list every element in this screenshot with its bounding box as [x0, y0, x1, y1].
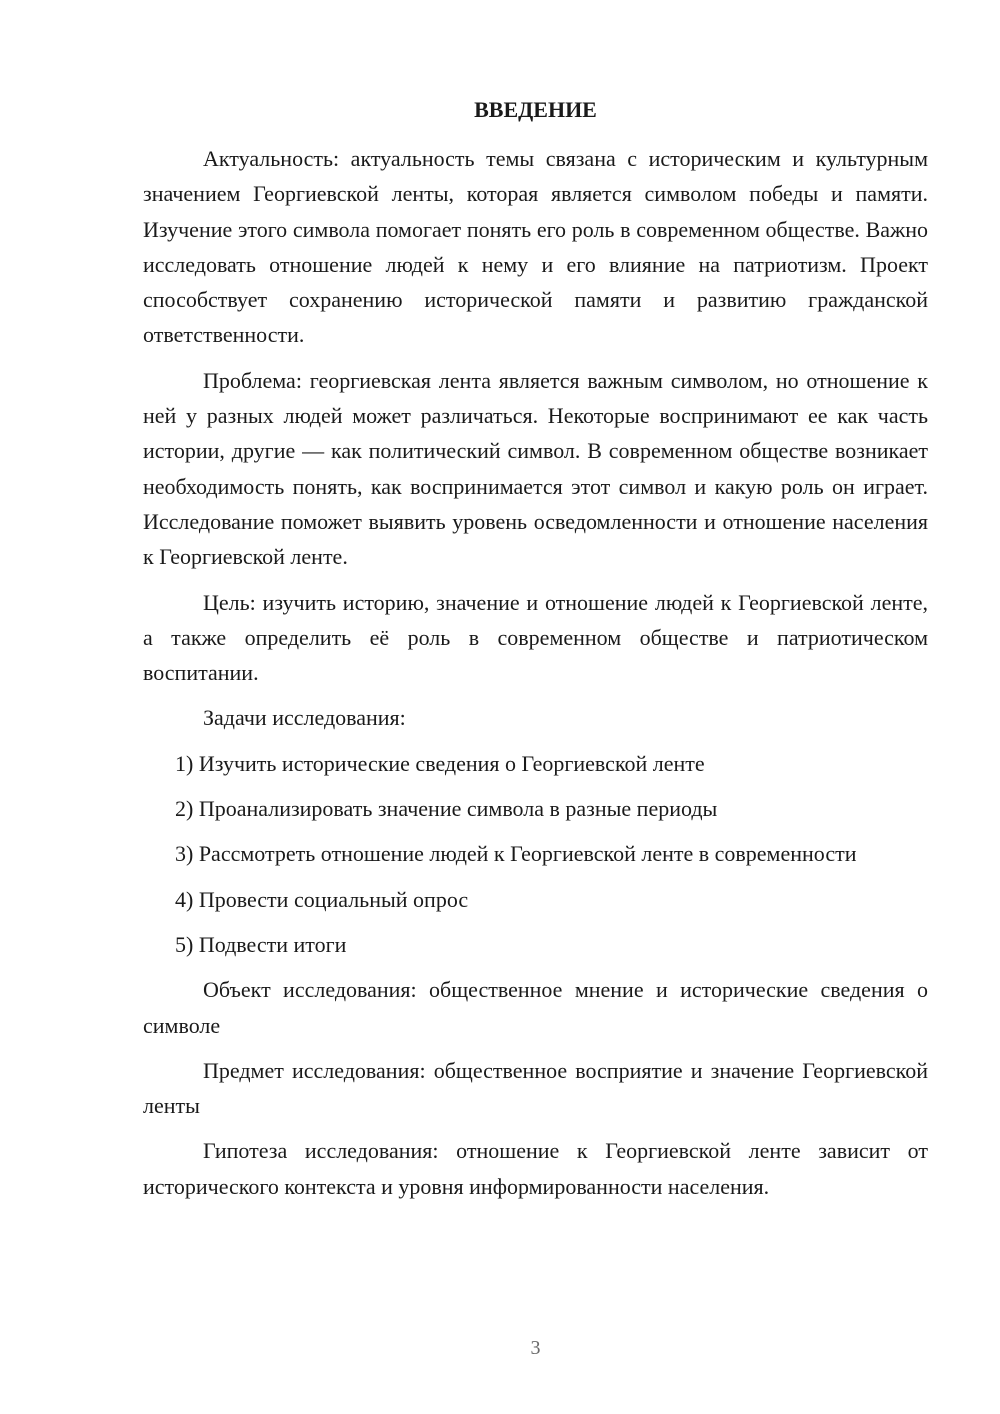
task-item: 3) Рассмотреть отношение людей к Георгиевской ленте в современности	[175, 841, 857, 867]
goal-paragraph: Цель: изучить историю, значение и отношение людей к Георгиевской ленте, а также определить её роль в современном обществе и патриотическом воспитании.	[143, 589, 928, 686]
relevance-paragraph: Актуальность: актуальность темы связана с историческим и культурным значением Георгиевской ленты, которая является символом победы и памяти. Изучение этого символа помогает понять его роль в современном обществе. Важно исследовать отношение людей к нему и его влияние на патриотизм. Проект способствует сохранению исторической памяти и развитию гражданской ответственности.	[143, 146, 928, 348]
document-body	[143, 141, 928, 1204]
task-item: 1) Изучить исторические сведения о Георгиевской ленте	[175, 750, 705, 776]
hypothesis-paragraph: Гипотеза исследования: отношение к Георгиевской ленте зависит от исторического контекста и уровня информированности населения.	[143, 1138, 928, 1199]
problem-paragraph: Проблема: георгиевская лента является важным символом, но отношение к ней у разных людей может различаться. Некоторые воспринимают ее как часть истории, другие — как политический символ. В современном обществе возникает необходимость понять, как воспринимается этот символ и какую роль он играет. Исследование поможет выявить уровень осведомленности и отношение населения к Георгиевской ленте.	[143, 367, 928, 570]
subject-paragraph: Предмет исследования: общественное восприятие и значение Георгиевской ленты	[143, 1057, 928, 1119]
document-page	[143, 0, 928, 1414]
task-item: 2) Проанализировать значение символа в разные периоды	[175, 796, 718, 822]
page-title: ВВЕДЕНИЕ	[474, 97, 597, 122]
page-number: 3	[530, 1337, 541, 1359]
object-paragraph: Объект исследования: общественное мнение и исторические сведения о символе	[143, 977, 928, 1038]
task-item: 5) Подвести итоги	[175, 931, 347, 957]
tasks-heading: Задачи исследования:	[203, 705, 406, 731]
task-item: 4) Провести социальный опрос	[175, 886, 469, 912]
